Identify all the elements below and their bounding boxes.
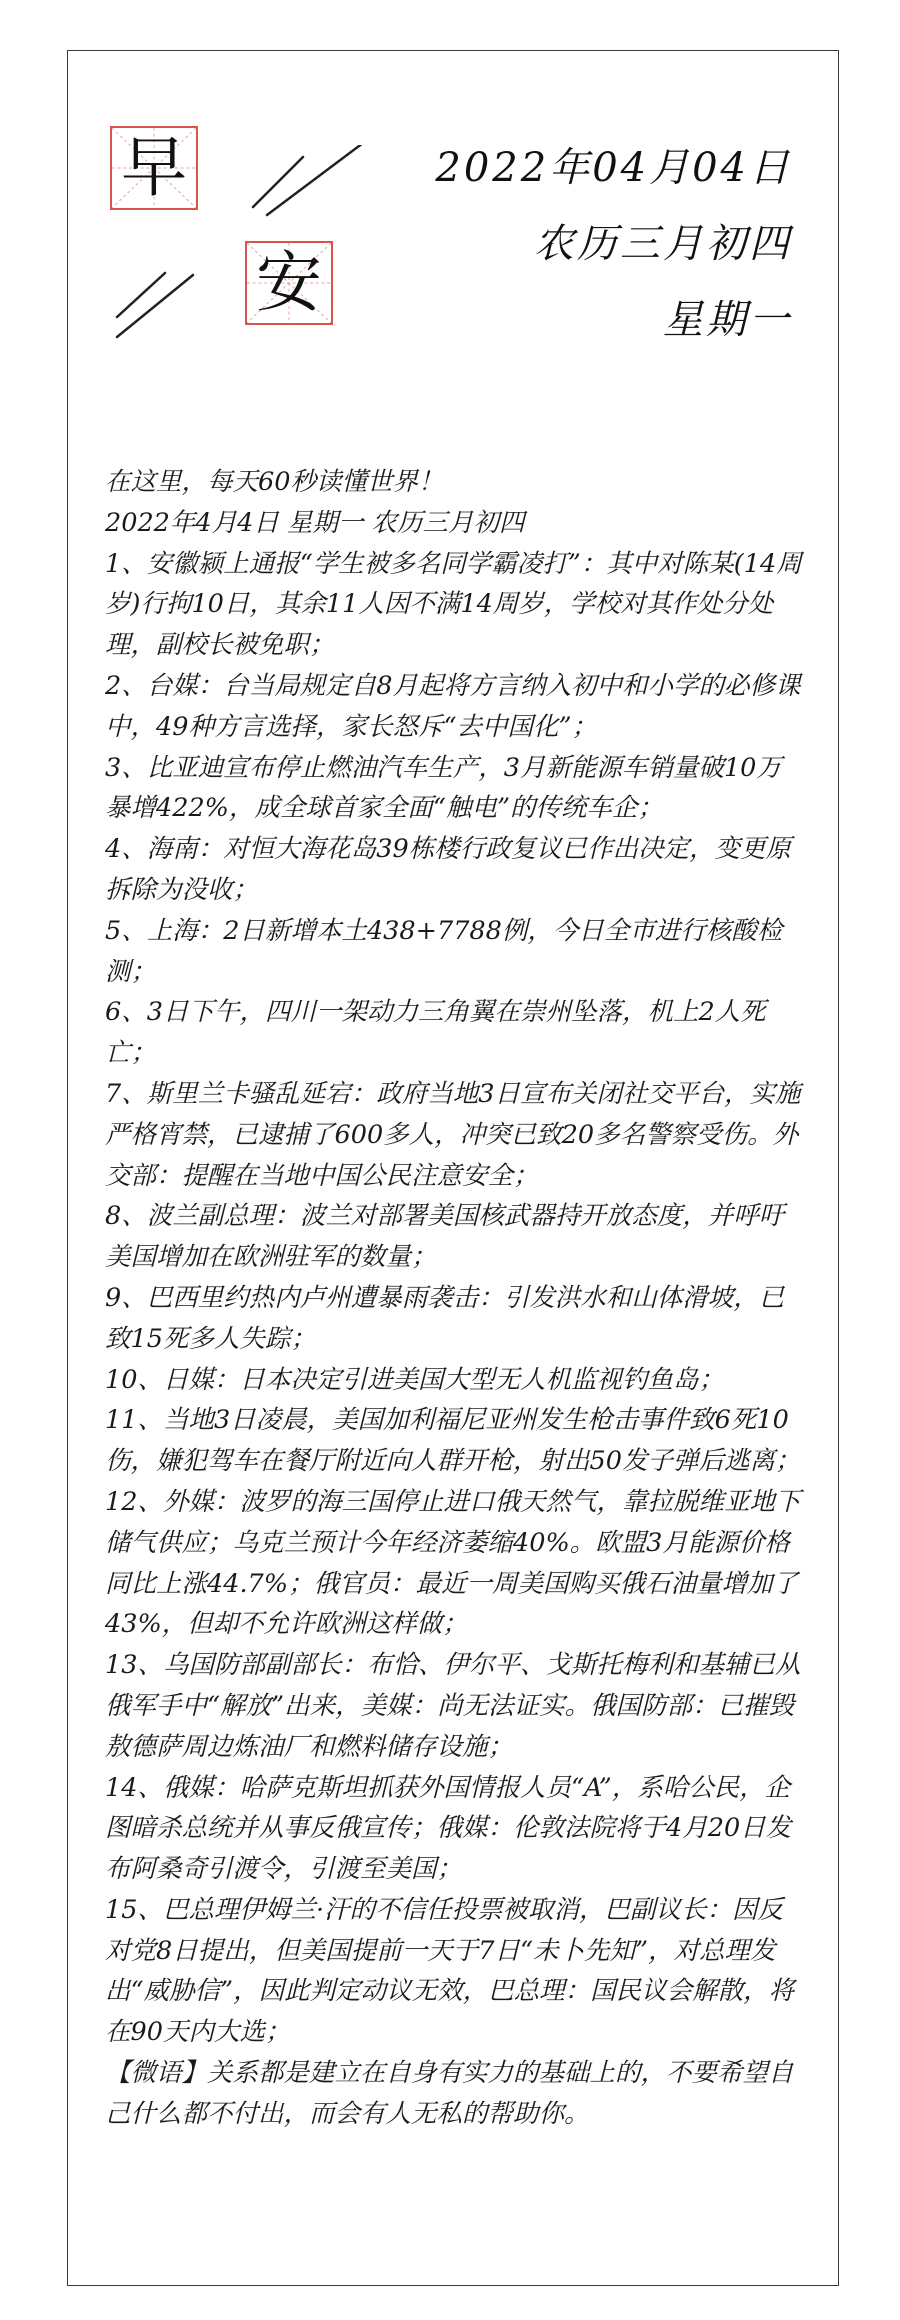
motto: 【微语】关系都是建立在自身有实力的基础上的，不要希望自己什么都不付出，而会有人无私的帮助你。 (105, 2058, 794, 2129)
lunar-date: 农历三月初四 (534, 221, 792, 267)
weekday: 星期一 (663, 297, 792, 343)
zao-character: 早 (121, 129, 187, 206)
news-item: 15、巴总理伊姆兰·汗的不信任投票被取消，巴副议长：因反对党8日提出，但美国提前一天于7日“未卜先知”，对总理发出“威胁信”，因此判定动议无效，巴总理：国民议会解散，将在90天内大选； (105, 1894, 795, 2048)
news-item: 14、俄媒：哈萨克斯坦抓获外国情报人员“A”，系哈公民，企图暗杀总统并从事反俄宣传；俄媒：伦敦法院将于4月20日发布阿桑奇引渡令，引渡至美国； (105, 1772, 792, 1885)
decorative-slashes (105, 145, 380, 345)
news-item: 12、外媒：波罗的海三国停止进口俄天然气，靠拉脱维亚地下储气供应；乌克兰预计今年经济萎缩40%。欧盟3月能源价格同比上涨44.7%；俄官员：最近一周美国购买俄石油量增加了43%，但却不允许欧洲这样做； (105, 1486, 801, 1640)
intro-line: 在这里，每天60秒读懂世界！ (105, 467, 444, 497)
an-character: 安 (256, 244, 322, 321)
gregorian-date: 2022年04月04日 (435, 145, 792, 191)
news-item: 3、比亚迪宣布停止燃油汽车生产，3月新能源车销量破10万暴增422%，成全球首家全面“触电”的传统车企； (105, 752, 782, 824)
news-item: 4、海南：对恒大海花岛39栋楼行政复议已作出决定，变更原拆除为没收； (105, 834, 792, 905)
dateline: 2022年4月4日 星期一 农历三月初四 (105, 507, 525, 538)
date-header (435, 130, 792, 358)
news-item: 11、当地3日凌晨，美国加利福尼亚州发生枪击事件致6死10伤，嫌犯驾车在餐厅附近向人群开枪，射出50发子弹后逃离； (105, 1405, 801, 1477)
news-item: 5、上海：2日新增本土438+7788例，今日全市进行核酸检测； (105, 915, 783, 987)
news-item: 13、乌国防部副部长：布恰、伊尔平、戈斯托梅利和基辅已从俄军手中“解放”出来，美媒：尚无法证实。俄国防部：已摧毁敖德萨周边炼油厂和燃料储存设施； (105, 1650, 801, 1762)
news-body (105, 462, 805, 2135)
news-item: 10、日媒：日本决定引进美国大型无人机监视钓鱼岛； (105, 1364, 724, 1395)
news-item: 7、斯里兰卡骚乱延宕：政府当地3日宣布关闭社交平台，实施严格宵禁，已逮捕了600多人，冲突已致20多名警察受伤。外交部：提醒在当地中国公民注意安全； (105, 1078, 801, 1191)
news-item: 9、巴西里约热内卢州遭暴雨袭击：引发洪水和山体滑坡，已致15死多人失踪； (105, 1282, 785, 1354)
news-item: 6、3日下午，四川一架动力三角翼在崇州坠落，机上2人死亡； (105, 997, 766, 1069)
news-item: 1、安徽颍上通报“学生被多名同学霸凌打”：其中对陈某(14周岁)行拘10日，其余11人因不满14周岁，学校对其作处分处理，副校长被免职； (105, 548, 802, 661)
news-item: 8、波兰副总理：波兰对部署美国核武器持开放态度，并呼吁美国增加在欧洲驻军的数量； (105, 1201, 785, 1273)
news-item: 2、台媒：台当局规定自8月起将方言纳入初中和小学的必修课中，49种方言选择，家长怒斥“去中国化”； (105, 670, 801, 742)
